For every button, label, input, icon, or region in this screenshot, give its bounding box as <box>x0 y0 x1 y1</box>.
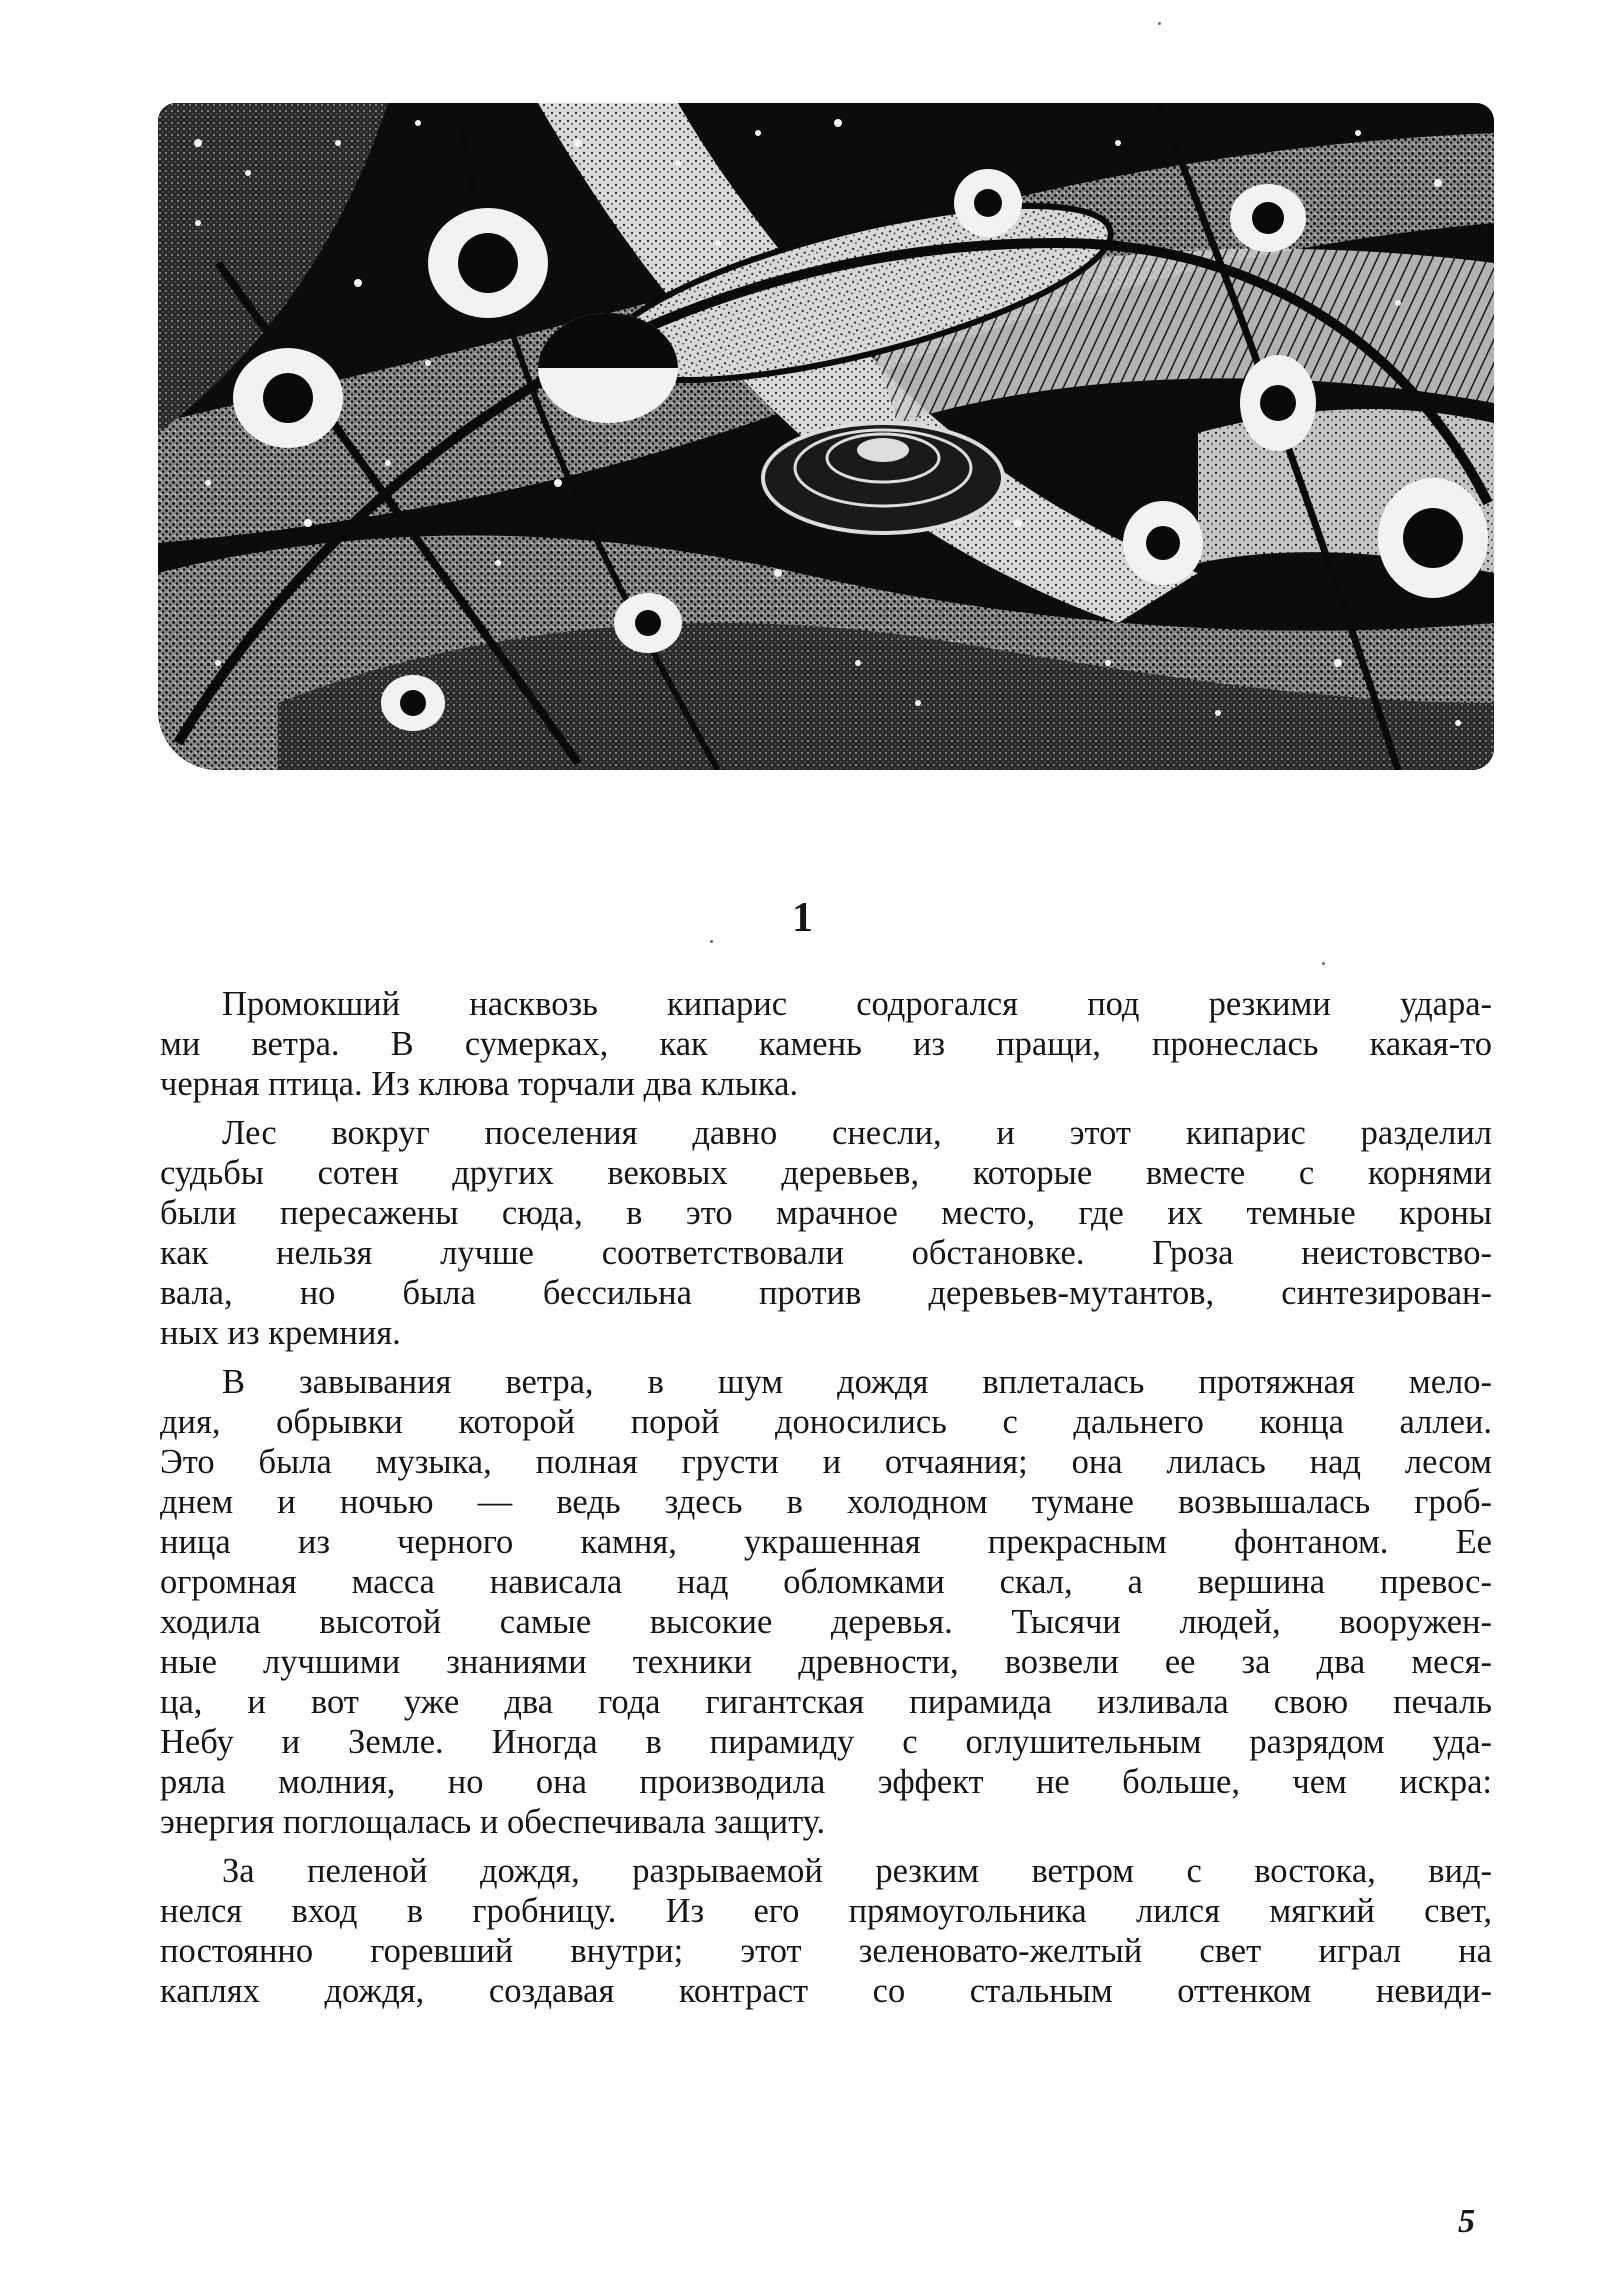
text-line: ные лучшими знаниями техники древности, возвели ее за два меся- <box>160 1643 1492 1681</box>
text-line: ных из кремния. <box>160 1314 401 1352</box>
text-line: В завывания ветра, в шум дождя вплеталась протяжная мело- <box>222 1363 1492 1401</box>
space-engraving-illustration <box>158 103 1494 770</box>
text-line: ница из черного камня, украшенная прекрасным фонтаном. Ее <box>160 1523 1492 1561</box>
text-line: судьбы сотен других вековых деревьев, которые вместе с корнями <box>160 1154 1492 1192</box>
text-line: дия, обрывки которой порой доносились с дальнего конца аллеи. <box>160 1403 1492 1441</box>
text-line: ми ветра. В сумерках, как камень из пращи, пронеслась какая-то <box>160 1025 1492 1063</box>
text-line: были пересажены сюда, в это мрачное место, где их темные кроны <box>160 1194 1492 1232</box>
text-line: ряла молния, но она производила эффект не больше, чем искра: <box>160 1763 1492 1801</box>
text-line: Лес вокруг поселения давно снесли, и этот кипарис разделил <box>222 1114 1492 1152</box>
paragraph <box>160 1851 1492 2011</box>
page-number: 5 <box>1458 2203 1475 2240</box>
text-line: Это была музыка, полная грусти и отчаяния; она лилась над лесом <box>160 1443 1492 1481</box>
scan-speck <box>1322 962 1325 965</box>
text-line: энергия поглощалась и обеспечивала защиту. <box>160 1803 826 1841</box>
text-line: нелся вход в гробницу. Из его прямоугольника лился мягкий свет, <box>160 1892 1492 1930</box>
scan-speck <box>1158 22 1161 25</box>
chapter-illustration <box>158 103 1494 770</box>
text-line: ходила высотой самые высокие деревья. Тысячи людей, вооружен- <box>160 1603 1492 1641</box>
text-line: вала, но была бессильна против деревьев-мутантов, синтезирован- <box>160 1274 1492 1312</box>
text-line: черная птица. Из клюва торчали два клыка. <box>160 1065 799 1103</box>
text-line: каплях дождя, создавая контраст со стальным оттенком невиди- <box>160 1972 1492 2010</box>
scan-speck <box>710 940 713 943</box>
chapter-number: 1 <box>792 895 813 941</box>
text-line: Небу и Земле. Иногда в пирамиду с оглушительным разрядом уда- <box>160 1723 1492 1761</box>
text-line: постоянно горевший внутри; этот зеленовато-желтый свет играл на <box>160 1932 1492 1970</box>
text-line: За пеленой дождя, разрываемой резким ветром с востока, вид- <box>222 1852 1492 1890</box>
paragraph <box>160 984 1492 1104</box>
text-line: Промокший насквозь кипарис содрогался под резкими удара- <box>222 985 1492 1023</box>
paragraph <box>160 1362 1492 1842</box>
text-line: днем и ночью — ведь здесь в холодном тумане возвышалась гроб- <box>160 1483 1492 1521</box>
text-line: огромная масса нависала над обломками скал, а вершина превос- <box>160 1563 1492 1601</box>
body-text <box>160 984 1492 2011</box>
paragraph <box>160 1113 1492 1353</box>
text-line: ца, и вот уже два года гигантская пирамида изливала свою печаль <box>160 1683 1492 1721</box>
text-line: как нельзя лучше соответствовали обстановке. Гроза неистовство- <box>160 1234 1492 1272</box>
